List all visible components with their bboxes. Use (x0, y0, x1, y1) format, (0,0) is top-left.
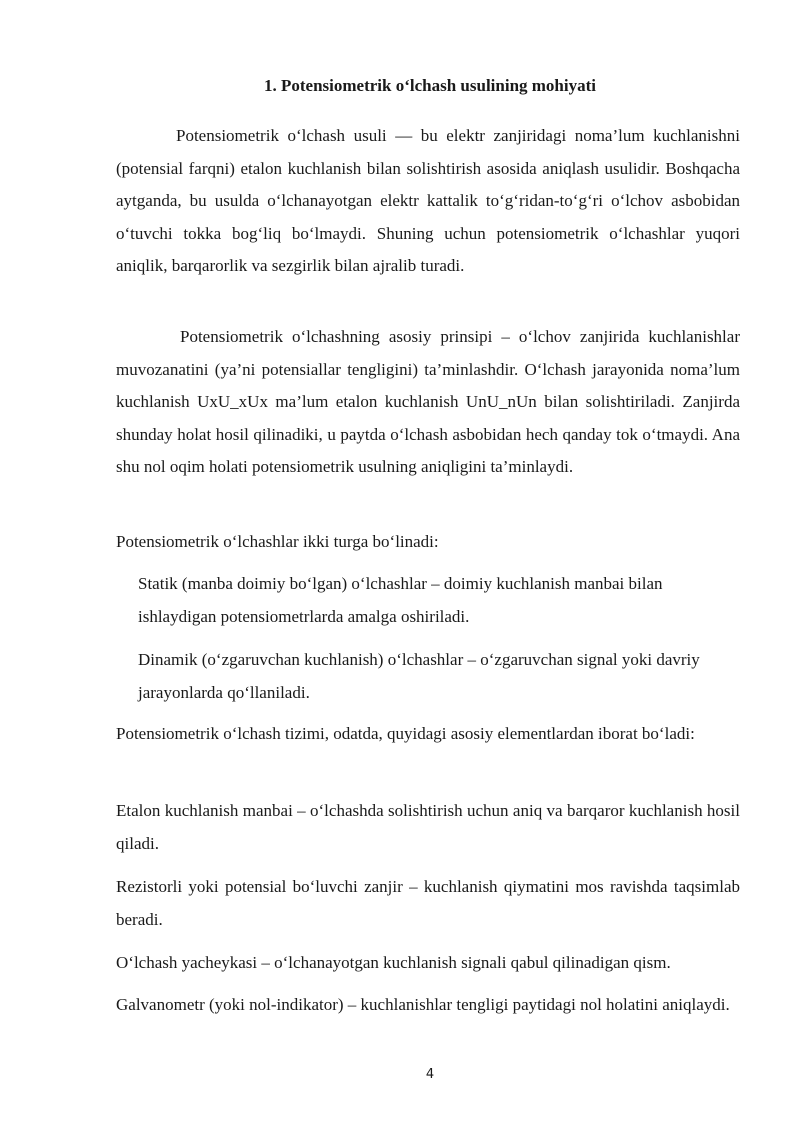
list-item-dynamic: Dinamik (o‘zgaruvchan kuchlanish) o‘lchashlar – o‘zgaruvchan signal yoki davriy jarayonlarda qo‘llaniladi. (138, 650, 700, 702)
list-item-static: Statik (manba doimiy bo‘lgan) o‘lchashlar – doimiy kuchlanish manbai bilan ishlaydigan potensiometrlarda amalga oshiriladi. (138, 574, 663, 626)
page-number: 4 (425, 1067, 435, 1082)
section-title: 1. Potensiometrik o‘lchash usulining mohiyati (263, 76, 596, 95)
paragraph-types-intro: Potensiometrik o‘lchashlar ikki turga bo‘linadi: (116, 532, 439, 551)
paragraph-divider-circuit: Rezistorli yoki potensial bo‘luvchi zanjir – kuchlanish qiymatini mos ravishda taqsimlab beradi. (116, 877, 740, 929)
paragraph-measuring-cell: O‘lchash yacheykasi – o‘lchanayotgan kuchlanish signali qabul qilinadigan qism. (116, 953, 671, 972)
paragraph-reference-source: Etalon kuchlanish manbai – o‘lchashda solishtirish uchun aniq va barqaror kuchlanish hosil qiladi. (116, 801, 740, 853)
paragraph-principle (116, 321, 740, 484)
paragraph-definition (116, 120, 740, 283)
paragraph-galvanometer: Galvanometr (yoki nol-indikator) – kuchlanishlar tengligi paytidagi nol holatini aniqlaydi. (116, 995, 730, 1014)
paragraph-principle-text: Potensiometrik o‘lchashning asosiy prinsipi – o‘lchov zanjirida kuchlanishlar muvozanatini (ya’ni potensiallar tengligini) ta’minlashdir. O‘lchash jarayonida noma’lum kuchlanish UxU_xUx ma’lum etalon kuchlanish UnU_nUn bilan solishtiriladi. Zanjirda shunday holat hosil qilinadiki, u paytda o‘lchash asbobidan hech qanday tok o‘tmaydi. Ana shu nol oqim holati potensiometrik usulning aniqligini ta’minlaydi. (116, 327, 740, 477)
paragraph-elements-intro: Potensiometrik o‘lchash tizimi, odatda, quyidagi asosiy elementlardan iborat bo‘ladi: (116, 724, 695, 743)
paragraph-definition-text: Potensiometrik o‘lchash usuli — bu elektr zanjiridagi noma’lum kuchlanishni (potensial farqni) etalon kuchlanish bilan solishtirish asosida aniqlash usulidir. Boshqacha aytganda, bu usulda o‘lchanayotgan elektr kattalik to‘g‘ridan-to‘g‘ri o‘lchov asbobidan o‘tuvchi tokka bog‘liq bo‘lmaydi. Shuning uchun potensiometrik o‘lchashlar yuqori aniqlik, barqarorlik va sezgirlik bilan ajralib turadi. (116, 126, 740, 276)
